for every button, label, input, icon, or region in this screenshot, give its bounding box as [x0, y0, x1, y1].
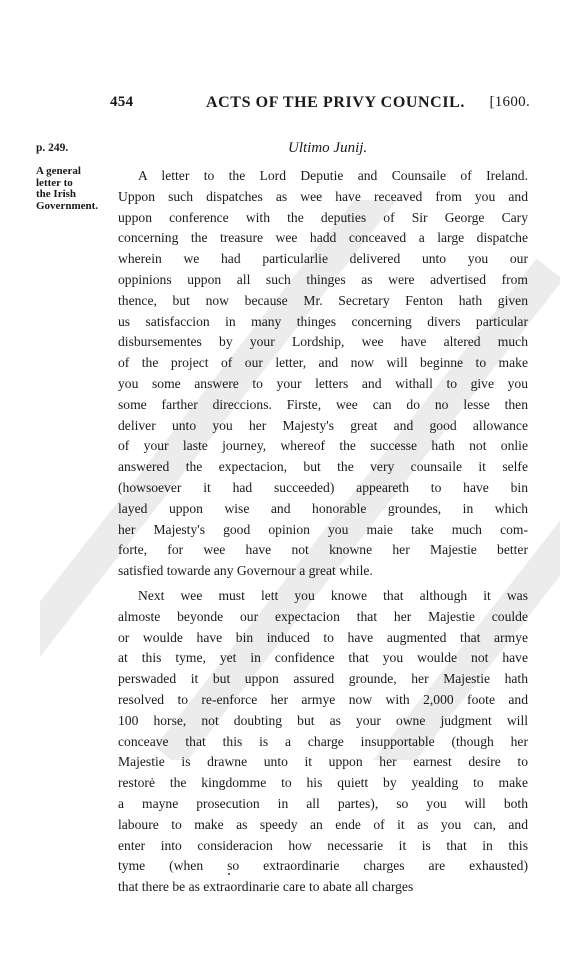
- text-line: satisfied towarde any Governour a great while.: [118, 563, 373, 579]
- text-line: or woulde have bin induced to have augmented that armye: [118, 629, 528, 645]
- page-number: 454: [110, 94, 134, 110]
- text-line: deliver unto you her Majesty's great and good allowance: [118, 417, 528, 433]
- text-line: forte, for wee have not knowne her Majestie better: [118, 542, 528, 558]
- text-line: of your laste journey, whereof the successe hath not onlie: [118, 438, 528, 454]
- stray-mark: [228, 873, 230, 875]
- text-line: thence, but now because Mr. Secretary Fenton hath given: [118, 292, 528, 308]
- text-line: (howsoever it had succeeded) appeareth to have bin: [118, 479, 528, 495]
- text-line: a mayne prosecution in all partes), so you will both: [118, 795, 528, 811]
- date-heading: Ultimo Junij.: [288, 140, 368, 156]
- text-line: you some answere to your letters and withall to give you: [118, 375, 528, 391]
- text-line: of the project of our letter, and now will beginne to make: [118, 355, 528, 371]
- text-line: almoste beyonde our expectacion that her Majestie coulde: [118, 608, 528, 624]
- text-line: answered the expectacion, but the very counsaile it selfe: [118, 459, 528, 475]
- text-line: Uppon such dispatches as wee have receaved from you and: [118, 188, 528, 204]
- margin-note-line: Government.: [36, 199, 99, 212]
- running-year: [1600.: [489, 94, 530, 110]
- text-line: wherein we had particularlie delivered unto you our: [118, 251, 528, 267]
- margin-note-line: A general: [36, 165, 81, 177]
- text-line: disbursementes by your Lordship, wee have altered much: [118, 334, 528, 350]
- margin-note-line: the Irish: [36, 188, 77, 200]
- text-line: her Majesty's good opinion you maie take much com-: [118, 521, 528, 537]
- text-line: uppon conference with the deputies of Sir George Cary: [118, 209, 528, 225]
- margin-note: [36, 166, 112, 212]
- text-line: that there be as extraordinarie care to abate all charges: [118, 879, 414, 895]
- text-line: A letter to the Lord Deputie and Counsaile of Ireland.: [138, 168, 528, 183]
- text-line: restorė the kingdomme to his quiett by yealding to make: [118, 775, 528, 791]
- text-line: enter into consideracion how necessarie it is that in this: [118, 837, 528, 853]
- paragraph: [118, 586, 528, 898]
- text-line: 100 horse, not doubting but as your owne judgment will: [118, 712, 528, 728]
- paragraph: [118, 166, 528, 582]
- text-line: laboure to make as speedy an ende of it as you can, and: [118, 816, 528, 832]
- text-line: Majestie is drawne unto it uppon her earnest desire to: [118, 754, 528, 770]
- margin-note-line: letter to: [36, 176, 73, 189]
- text-line: layed uppon wise and honorable groundes, in which: [118, 500, 528, 516]
- text-line: concerning the treasure wee hadd conceaved a large dispatche: [118, 230, 528, 246]
- text-line: Next wee must lett you knowe that although it was: [138, 587, 528, 603]
- running-head: [110, 94, 530, 118]
- text-line: conceave that this is a charge insupportable (though her: [118, 733, 528, 749]
- text-line: at this tyme, yet in confidence that you woulde not have: [118, 650, 528, 666]
- text-line: resolved to re-enforce her armye now with 2,000 foote and: [118, 691, 528, 707]
- body-text: [118, 166, 528, 898]
- folio-reference: p. 249.: [36, 142, 69, 154]
- text-line: some farther direccions. Firste, wee can do no lesse then: [118, 396, 528, 412]
- text-line: perswaded it but uppon assured grounde, her Majestie hath: [118, 671, 528, 687]
- text-line: oppinions uppon all such thinges as were advertised from: [118, 271, 528, 287]
- running-title: ACTS OF THE PRIVY COUNCIL.: [206, 94, 466, 111]
- text-line: us satisfaccion in many thinges concerning divers particular: [118, 313, 528, 329]
- text-line: tyme (when so extraordinarie charges are exhausted): [118, 858, 528, 874]
